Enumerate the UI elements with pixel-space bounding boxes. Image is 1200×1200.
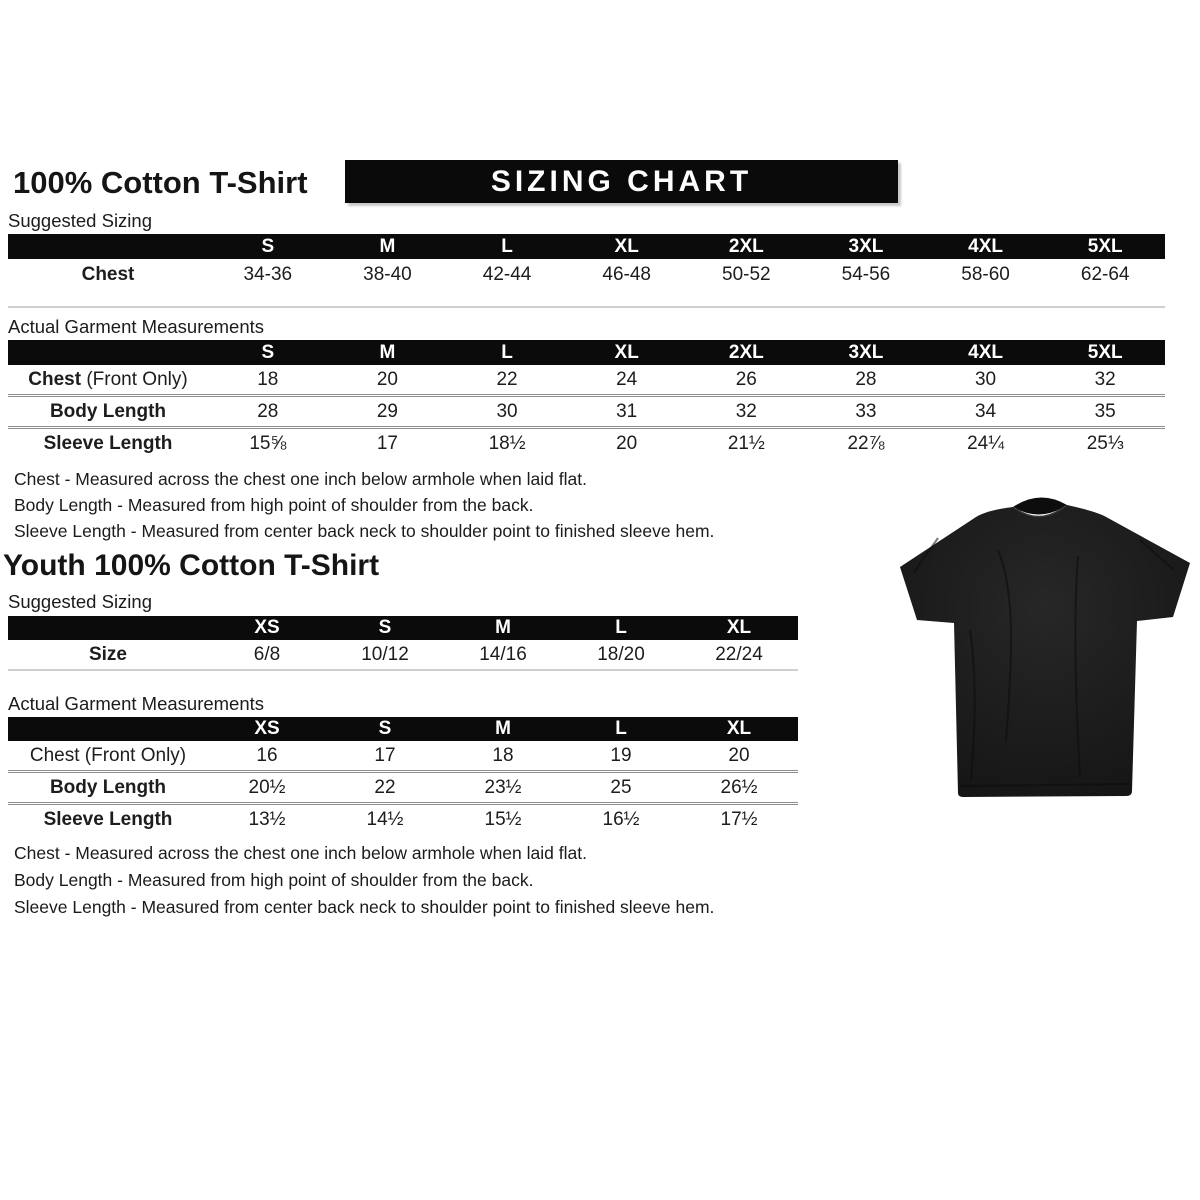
header-spacer-cell bbox=[8, 717, 208, 741]
row-label: Body Length bbox=[49, 776, 167, 798]
table-row bbox=[8, 804, 798, 835]
size-col-header: S bbox=[208, 340, 328, 365]
row-label-suffix: (Front Only) bbox=[79, 744, 187, 766]
size-header-row bbox=[8, 340, 1165, 365]
tshirt-body-shape bbox=[900, 505, 1190, 797]
table-row bbox=[8, 428, 1165, 459]
youth-measurements-table bbox=[8, 717, 798, 834]
size-col-header: XL bbox=[680, 616, 798, 640]
value-cell: 62-64 bbox=[1080, 263, 1130, 285]
value-cell: 22⅞ bbox=[847, 432, 885, 454]
table-row bbox=[8, 640, 798, 669]
value-cell: 26½ bbox=[680, 772, 798, 804]
value-cell: 16½ bbox=[602, 808, 640, 830]
value-cell: 25⅓ bbox=[1086, 432, 1124, 454]
note-line: Body Length - Measured from high point of shoulder from the back. bbox=[14, 870, 534, 890]
note-line: Chest - Measured across the chest one inch below armhole when laid flat. bbox=[14, 469, 587, 489]
value-cell: 24 bbox=[567, 365, 687, 396]
value-cell: 21½ bbox=[727, 432, 765, 454]
size-col-header: 4XL bbox=[926, 340, 1046, 365]
header-spacer-cell bbox=[8, 234, 208, 259]
value-cell: 30 bbox=[926, 365, 1046, 396]
header-spacer-cell bbox=[8, 616, 208, 640]
value-cell: 26 bbox=[687, 365, 807, 396]
value-cell: 29 bbox=[328, 396, 448, 428]
row-label: Body Length bbox=[49, 400, 167, 422]
note-line: Sleeve Length - Measured from center back neck to shoulder point to finished sleeve hem. bbox=[14, 897, 715, 917]
size-col-header: S bbox=[326, 616, 444, 640]
value-cell: 22 bbox=[447, 365, 567, 396]
value-cell: 20½ bbox=[208, 772, 326, 804]
value-cell: 20 bbox=[616, 432, 638, 454]
size-col-header: XS bbox=[208, 616, 326, 640]
table-row bbox=[8, 365, 1165, 396]
size-header-row bbox=[8, 616, 798, 640]
value-cell: 15⅝ bbox=[249, 432, 287, 454]
size-col-header: S bbox=[208, 234, 328, 259]
value-cell: 19 bbox=[562, 741, 680, 772]
value-cell: 17 bbox=[376, 432, 398, 454]
size-col-header: L bbox=[447, 340, 567, 365]
value-cell: 58-60 bbox=[961, 263, 1010, 285]
value-cell: 50-52 bbox=[722, 263, 771, 285]
value-cell: 20 bbox=[680, 741, 798, 772]
value-cell: 20 bbox=[328, 365, 448, 396]
youth-suggested-table bbox=[8, 616, 798, 669]
row-label-cell bbox=[8, 741, 208, 772]
value-cell: 25 bbox=[562, 772, 680, 804]
size-col-header: 2XL bbox=[687, 234, 807, 259]
sizing-chart-banner-label: SIZING CHART bbox=[490, 165, 753, 198]
size-col-header: M bbox=[444, 717, 562, 741]
size-header-row bbox=[8, 717, 798, 741]
divider-line bbox=[8, 306, 1165, 308]
row-label-cell bbox=[8, 772, 208, 804]
value-cell: 46-48 bbox=[602, 263, 651, 285]
table-row bbox=[8, 741, 798, 772]
size-col-header: L bbox=[562, 616, 680, 640]
value-cell: 13½ bbox=[248, 808, 286, 830]
row-label-cell bbox=[8, 640, 208, 669]
value-cell: 34 bbox=[926, 396, 1046, 428]
value-cell: 18½ bbox=[488, 432, 526, 454]
value-cell: 15½ bbox=[484, 808, 522, 830]
value-cell: 24¼ bbox=[967, 432, 1005, 454]
size-col-header: M bbox=[328, 340, 448, 365]
row-label-cell bbox=[8, 396, 208, 428]
value-cell: 32 bbox=[1045, 365, 1165, 396]
size-header-row bbox=[8, 234, 1165, 259]
row-label-cell bbox=[8, 428, 208, 459]
adult-measurement-notes bbox=[14, 466, 714, 544]
size-col-header: 5XL bbox=[1045, 340, 1165, 365]
value-cell: 18/20 bbox=[597, 643, 645, 665]
adult-measurements-label: Actual Garment Measurements bbox=[8, 316, 265, 337]
size-col-header: 3XL bbox=[806, 340, 926, 365]
row-label: Chest bbox=[29, 744, 80, 766]
row-label-suffix: (Front Only) bbox=[81, 368, 188, 390]
value-cell: 6/8 bbox=[253, 643, 281, 665]
note-line: Sleeve Length - Measured from center back neck to shoulder point to finished sleeve hem. bbox=[14, 521, 715, 541]
size-col-header: L bbox=[562, 717, 680, 741]
size-col-header: S bbox=[326, 717, 444, 741]
youth-title: Youth 100% Cotton T-Shirt bbox=[3, 549, 380, 582]
value-cell: 10/12 bbox=[361, 643, 409, 665]
adult-measurements-table bbox=[8, 340, 1165, 458]
value-cell: 17 bbox=[326, 741, 444, 772]
size-col-header: 5XL bbox=[1045, 234, 1165, 259]
value-cell: 28 bbox=[208, 396, 328, 428]
value-cell: 42-44 bbox=[482, 263, 532, 285]
row-label-cell bbox=[8, 365, 208, 396]
value-cell: 17½ bbox=[720, 808, 758, 830]
table-row bbox=[8, 259, 1165, 290]
divider-line bbox=[8, 669, 798, 671]
youth-measurements-label: Actual Garment Measurements bbox=[8, 693, 265, 714]
table-row bbox=[8, 772, 798, 804]
size-col-header: 2XL bbox=[687, 340, 807, 365]
size-col-header: XL bbox=[680, 717, 798, 741]
size-col-header: 3XL bbox=[806, 234, 926, 259]
sizing-chart-banner bbox=[345, 160, 898, 203]
size-col-header: 4XL bbox=[926, 234, 1046, 259]
size-col-header: XL bbox=[567, 340, 687, 365]
value-cell: 22/24 bbox=[715, 643, 763, 665]
value-cell: 34-36 bbox=[243, 263, 293, 285]
youth-suggested-sizing-label: Suggested Sizing bbox=[8, 591, 152, 612]
row-label: Chest bbox=[28, 368, 82, 390]
row-label: Chest bbox=[81, 263, 135, 285]
note-line: Body Length - Measured from high point of shoulder from the back. bbox=[14, 495, 534, 515]
value-cell: 18 bbox=[444, 741, 562, 772]
value-cell: 30 bbox=[447, 396, 567, 428]
value-cell: 38-40 bbox=[363, 263, 412, 285]
value-cell: 28 bbox=[806, 365, 926, 396]
size-col-header: M bbox=[328, 234, 448, 259]
size-col-header: M bbox=[444, 616, 562, 640]
row-label: Sleeve Length bbox=[43, 808, 173, 830]
value-cell: 14½ bbox=[366, 808, 404, 830]
size-col-header: L bbox=[447, 234, 567, 259]
note-line: Chest - Measured across the chest one inch below armhole when laid flat. bbox=[14, 843, 587, 863]
value-cell: 54-56 bbox=[841, 263, 891, 285]
size-col-header: XL bbox=[567, 234, 687, 259]
value-cell: 32 bbox=[687, 396, 807, 428]
row-label-cell bbox=[8, 804, 208, 835]
adult-suggested-table bbox=[8, 234, 1165, 290]
value-cell: 23½ bbox=[444, 772, 562, 804]
header-spacer-cell bbox=[8, 340, 208, 365]
adult-title: 100% Cotton T-Shirt bbox=[13, 165, 308, 200]
row-label-cell bbox=[8, 259, 208, 290]
value-cell: 22 bbox=[326, 772, 444, 804]
size-col-header: XS bbox=[208, 717, 326, 741]
table-row bbox=[8, 396, 1165, 428]
row-label: Size bbox=[88, 643, 128, 665]
row-label: Sleeve Length bbox=[43, 432, 173, 454]
youth-measurement-notes bbox=[14, 840, 714, 921]
value-cell: 31 bbox=[567, 396, 687, 428]
value-cell: 16 bbox=[208, 741, 326, 772]
tshirt-image bbox=[878, 478, 1198, 808]
value-cell: 18 bbox=[208, 365, 328, 396]
adult-suggested-sizing-label: Suggested Sizing bbox=[8, 210, 152, 231]
value-cell: 33 bbox=[806, 396, 926, 428]
value-cell: 14/16 bbox=[479, 643, 527, 665]
value-cell: 35 bbox=[1045, 396, 1165, 428]
